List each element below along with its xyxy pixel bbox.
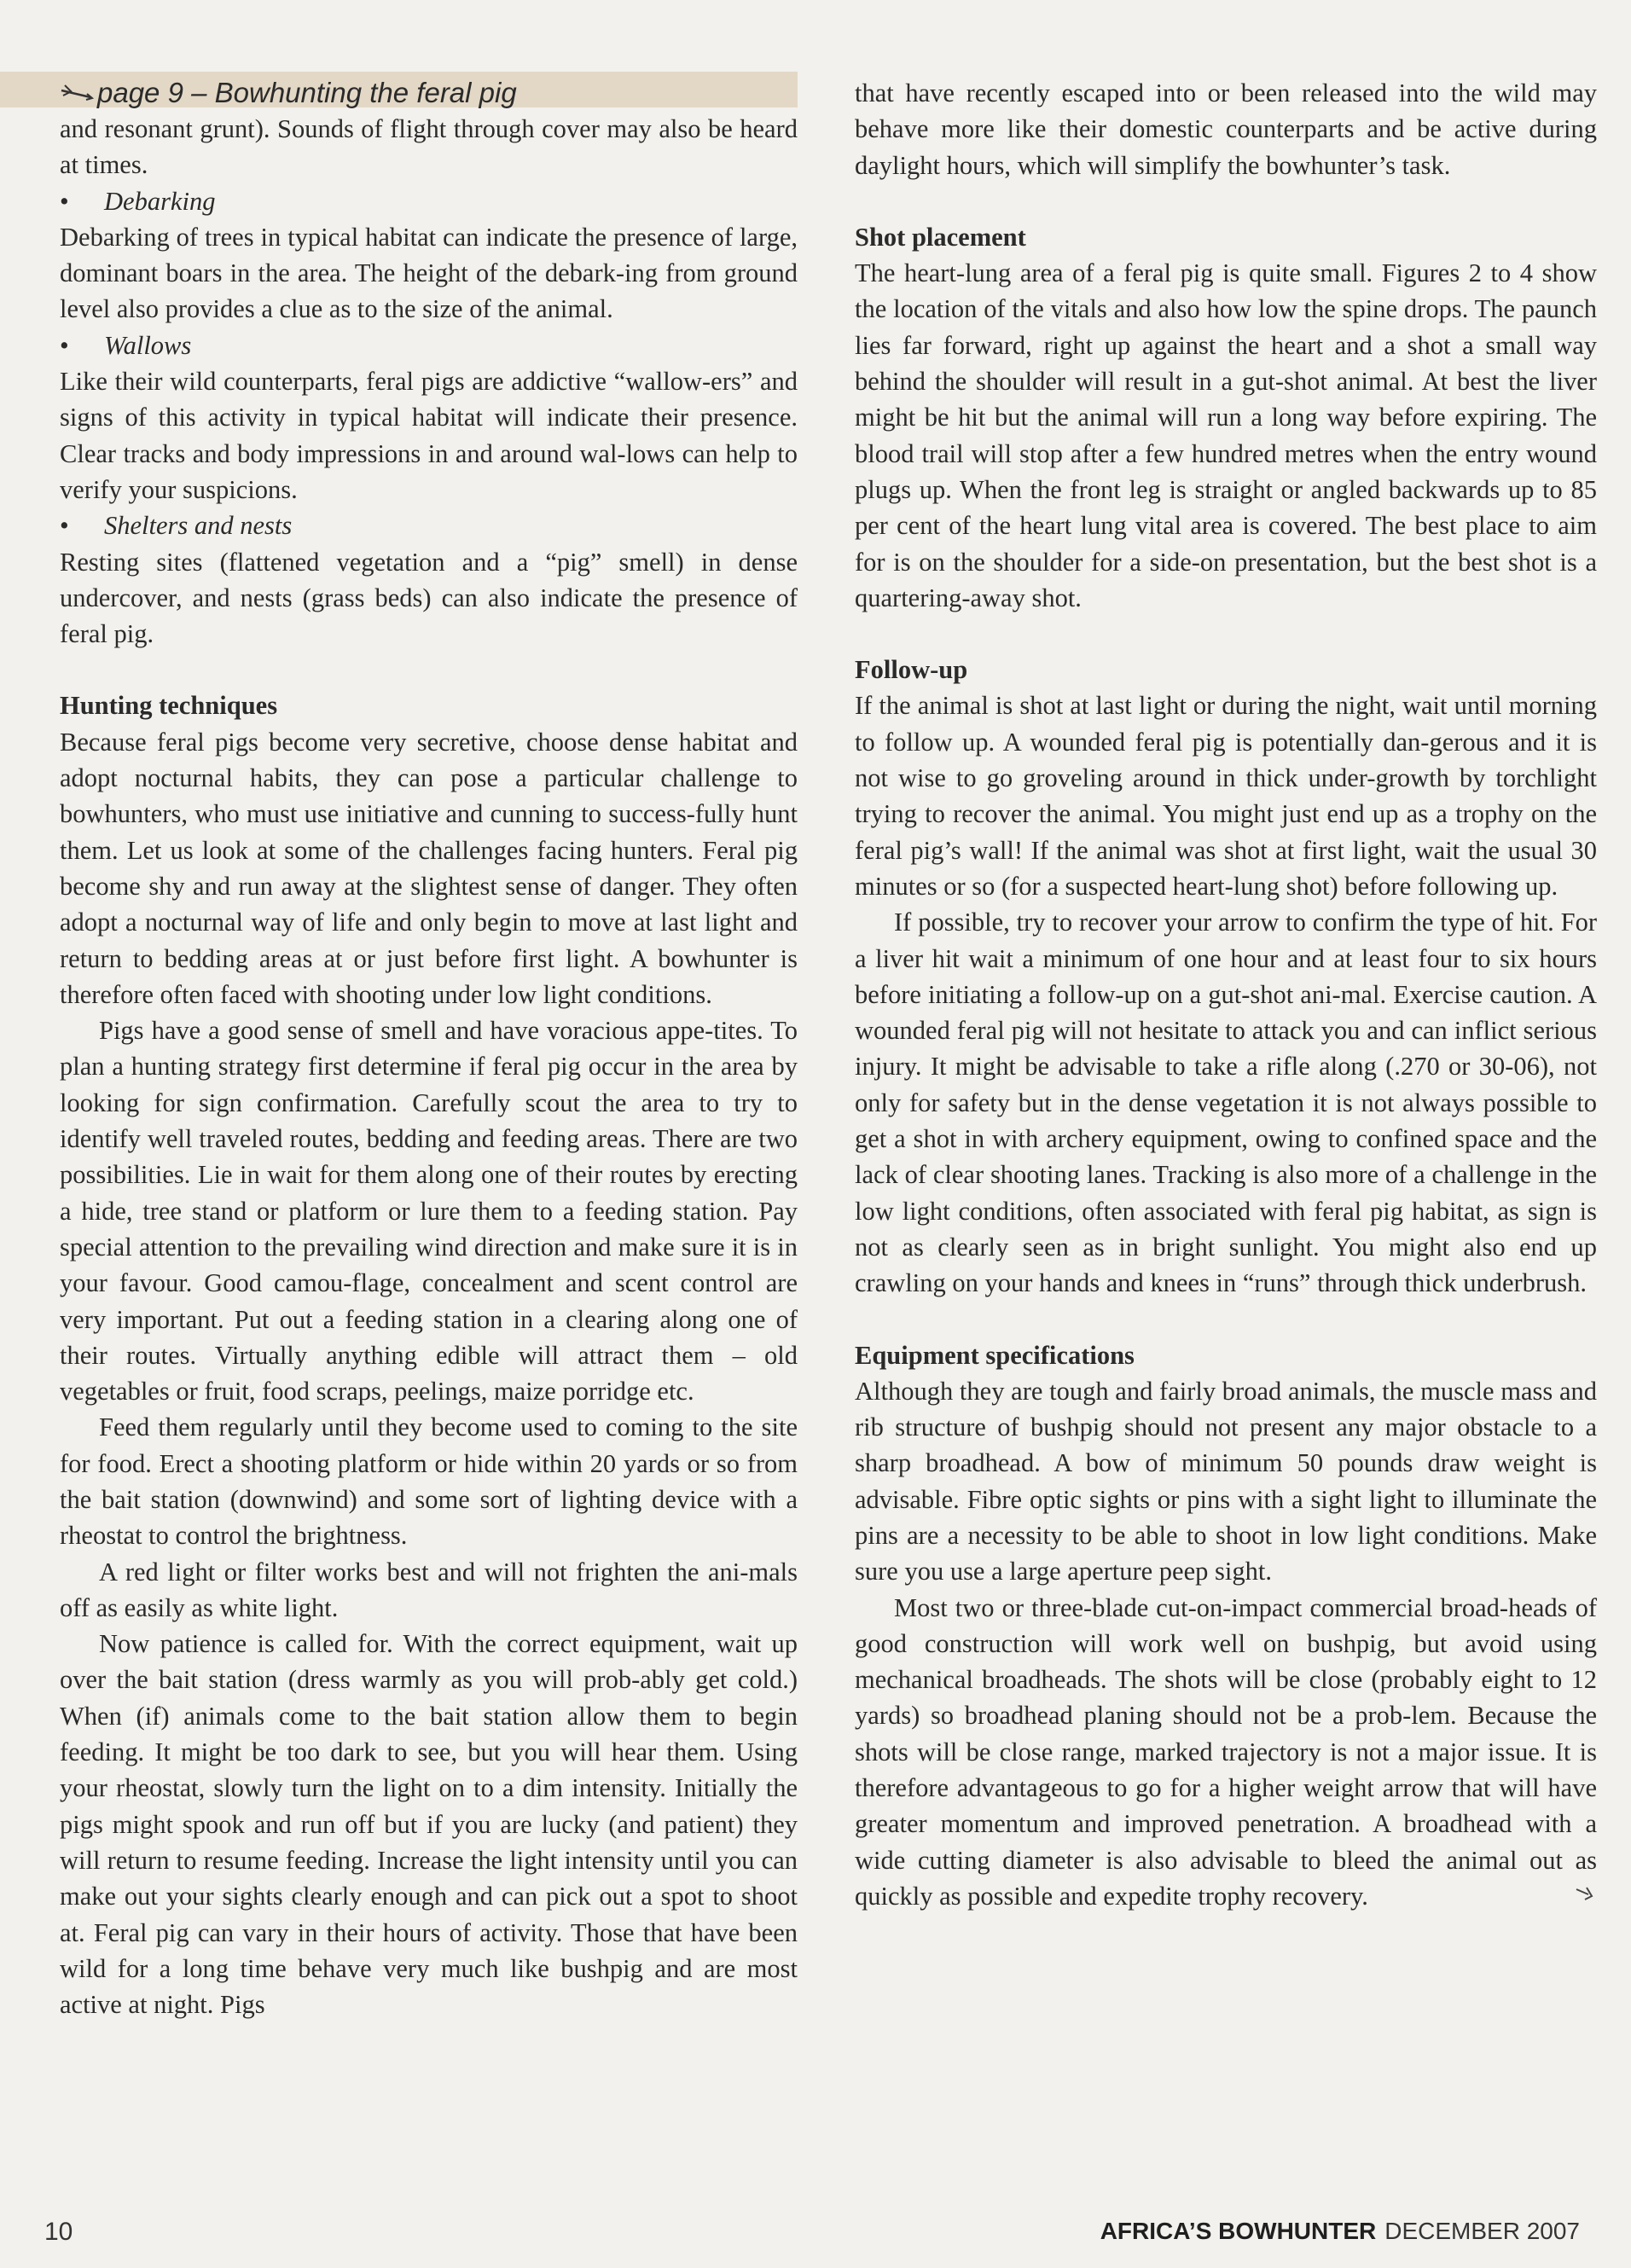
right-column — [855, 75, 1597, 1914]
issue-date: DECEMBER 2007 — [1384, 2218, 1580, 2244]
bullet-wallows — [60, 328, 798, 363]
hunting-paragraph-5: Now patience is called for. With the correct equipment, wait up over the bait station (dress warmly as you will prob-ably get cold.) When (if) animals come to the bait station allow them to begin feeding. It might be too dark to see, but you will hear them. Using your rheostat, slowly turn the light on to a dim intensity. Initially the pigs might spook and run off but if you are lucky (and patient) they will return to resume feeding. Increase the light intensity until you can make out your sights clearly enough and can pick out a spot to shoot at. Feral pig can vary in their hours of activity. Those that have been wild for a long time behave very much like bushpig and are most active at night. Pigs — [60, 1629, 798, 2020]
hunting-heading: Hunting techniques — [60, 691, 278, 721]
equipment-paragraph-1: Although they are tough and fairly broad animals, the muscle mass and rib structure of bushpig should not present any major obstacle to a sharp broadhead. A bow of minimum 50 pounds draw weight is advisable. Fibre optic sights or pins with a sight light to illuminate the pins are a necessity to be able to shoot in low light conditions. Make sure you use a large aperture peep sight. — [855, 1376, 1597, 1586]
end-mark-icon — [1573, 1878, 1597, 1914]
follow-up-paragraph-1: If the animal is shot at last light or during the night, wait until morning to follow up. A wounded feral pig is potentially dan-gerous and it is not wise to go groveling around in thick under-growth by torchlight trying to recover the animal. You might just end up as a trophy on the feral pig’s wall! If the animal was shot at first light, wait the usual 30 minutes or so (for a suspected heart-lung shot) before following up. — [855, 691, 1597, 901]
hunting-paragraph-4: A red light or filter works best and will not frighten the ani-mals off as easily as white light. — [60, 1557, 798, 1622]
follow-up-heading: Follow-up — [855, 655, 968, 685]
magazine-credit — [1100, 2218, 1580, 2245]
arrow-icon — [60, 78, 94, 106]
bullet-dot: • — [60, 511, 69, 541]
intro-paragraph: and resonant grunt). Sounds of flight through cover may also be heard at times. — [60, 114, 798, 180]
continuation-text: page 9 – Bowhunting the feral pig — [97, 77, 517, 108]
bullet-debarking — [60, 183, 798, 219]
debarking-paragraph: Debarking of trees in typical habitat can indicate the presence of large, dominant boars in the area. The height of the debark-ing from ground level also provides a clue as to the size of the animal. — [60, 222, 798, 324]
shelters-paragraph: Resting sites (flattened vegetation and a “pig” smell) in dense undercover, and nests (grass beds) can also indicate the presence of feral pig. — [60, 547, 798, 649]
continued-paragraph: that have recently escaped into or been released into the wild may behave more like their domestic counterparts and be active during daylight hours, which will simplify the bowhunter’s task. — [855, 78, 1597, 180]
equipment-heading: Equipment specifications — [855, 1340, 1135, 1370]
shot-placement-heading: Shot placement — [855, 222, 1026, 252]
bullet-dot: • — [60, 186, 69, 216]
bullet-label: Shelters and nests — [104, 511, 293, 541]
hunting-paragraph-1: Because feral pigs become very secretive, choose dense habitat and adopt nocturnal habits, they can pose a particular challenge to bowhunters, who must use initiative and cunning to success-fully hunt them. Let us look at some of the challenges facing hunters. Feral pig become shy and run away at the slightest sense of danger. They often adopt a nocturnal way of life and only begin to move at last light and return to bedding areas at or just before first light. A bowhunter is therefore often faced with shooting under low light conditions. — [60, 727, 798, 1009]
hunting-paragraph-2: Pigs have a good sense of smell and have voracious appe-tites. To plan a hunting strategy first determine if feral pig occur in the area by looking for sign confirmation. Carefully scout the area to try to identify well traveled routes, bedding and feeding areas. There are two possibilities. Lie in wait for them along one of their routes by erecting a hide, tree stand or platform or lure them to a feeding station. Pay special attention to the prevailing wind direction and make sure it is in your favour. Good camou-flage, concealment and scent control are very important. Put out a feeding station in a clearing along one of their routes. Virtually anything edible will attract them – old vegetables or fruit, food scraps, peelings, maize porridge etc. — [60, 1016, 798, 1407]
equipment-paragraph-2: Most two or three-blade cut-on-impact commercial broad-heads of good construction will work well on bushpig, but avoid using mechanical broadheads. The shots will be close (probably eight to 12 yards) so broadhead planing should not be a prob-lem. Because the shots will be close range, marked trajectory is not a major issue. It is therefore advantageous to go for a higher weight arrow that will have greater momentum and improved penetration. A broadhead with a wide cutting diameter is also advisable to bleed the animal out as quickly as possible and expedite trophy recovery. — [855, 1592, 1597, 1911]
follow-up-paragraph-2: If possible, try to recover your arrow to confirm the type of hit. For a liver hit wait a minimum of one hour and at least four to six hours before initiating a follow-up on a gut-shot ani-mal. Exercise caution. A wounded feral pig will not hesitate to attack you and can inflict serious injury. It might be advisable to take a rifle along (.270 or 30-06), not only for safety but in the dense vegetation it is not always possible to get a shot in with archery equipment, owing to confined space and the lack of clear shooting lanes. Tracking is also more of a challenge in the low light conditions, often associated with feral pig habitat, as sign is not as clearly seen as in bright sunlight. You might also end up crawling on your hands and knees in “runs” through thick underbrush. — [855, 908, 1597, 1298]
magazine-name: AFRICA’S BOWHUNTER — [1100, 2218, 1377, 2244]
bullet-label: Debarking — [104, 186, 216, 216]
bullet-shelters — [60, 508, 798, 543]
left-column — [60, 75, 798, 2022]
continuation-header — [60, 75, 798, 111]
bullet-label: Wallows — [104, 330, 192, 360]
bullet-dot: • — [60, 330, 69, 360]
shot-placement-paragraph: The heart-lung area of a feral pig is quite small. Figures 2 to 4 show the location of the vitals and also how low the spine drops. The paunch lies far forward, right up against the heart and a shot a small way behind the shoulder will result in a gut-shot animal. At best the liver might be hit but the animal will run a long way before expiring. The blood trail will stop after a few hundred metres when the entry wound plugs up. When the front leg is straight or angled backwards up to 85 per cent of the heart lung vital area is covered. The best place to aim for is on the shoulder for a side-on presentation, but the best shot is a quartering-away shot. — [855, 258, 1597, 612]
page-footer — [44, 2218, 1580, 2252]
hunting-paragraph-3: Feed them regularly until they become used to coming to the site for food. Erect a shooting platform or hide within 20 yards or so from the bait station (downwind) and some sort of lighting device with a rheostat to control the brightness. — [60, 1412, 798, 1551]
wallows-paragraph: Like their wild counterparts, feral pigs are addictive “wallow-ers” and signs of this activity in typical habitat will indicate their presence. Clear tracks and body impressions in and around wal-lows can help to verify your suspicions. — [60, 367, 798, 504]
page-number: 10 — [44, 2218, 73, 2246]
